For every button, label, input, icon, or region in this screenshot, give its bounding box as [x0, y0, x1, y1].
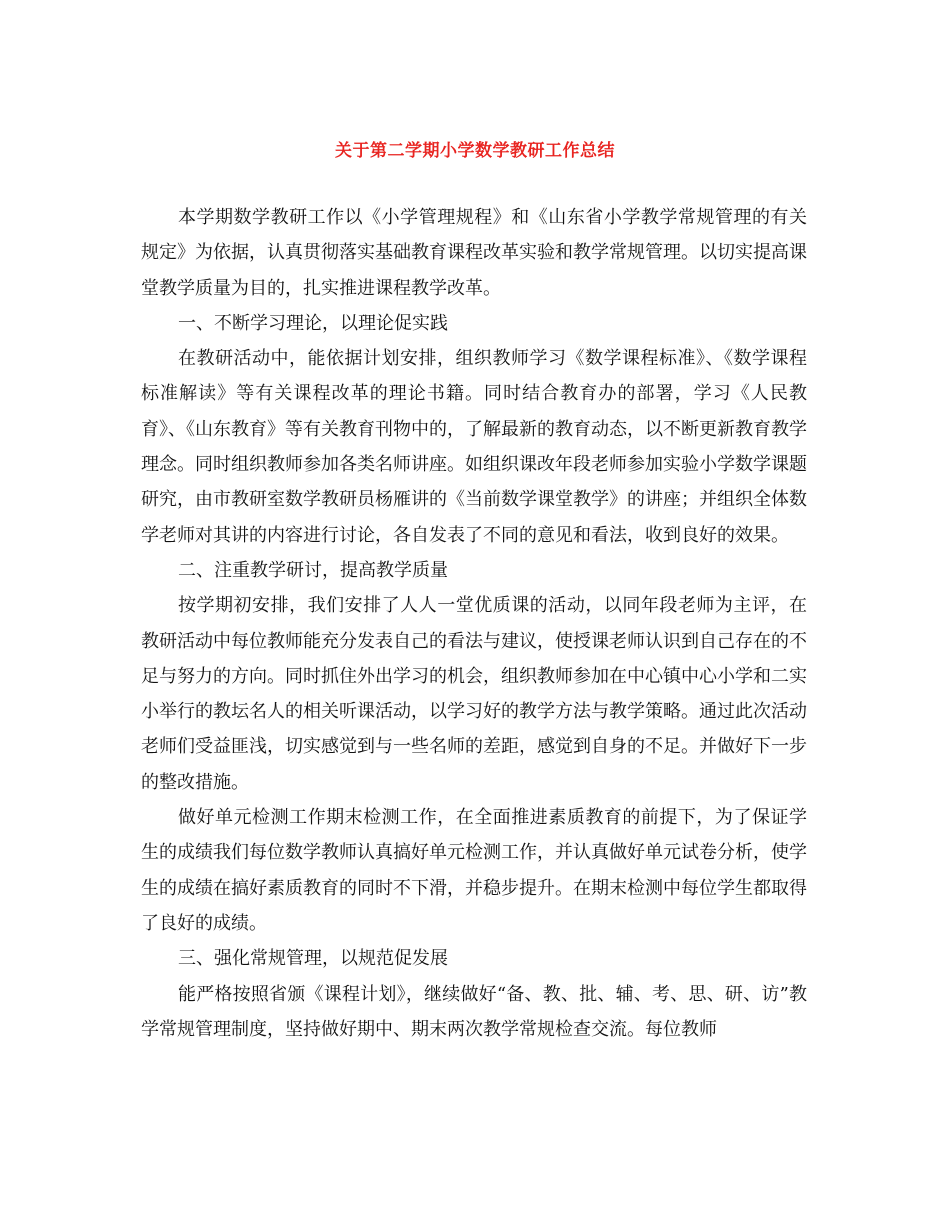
section-heading-1: 一、不断学习理论，以理论促实践 — [178, 312, 448, 334]
section-heading-3: 三、强化常规管理，以规范促发展 — [178, 948, 448, 970]
body-paragraph: 按学期初安排，我们安排了人人一堂优质课的活动，以同年段老师为主评，在教研活动中每位教师能充分发表自己的看法与建议，使授课老师认识到自己存在的不足与努力的方向。同时抓住外出学习的机会，组织教师参加在中心镇中心小学和二实小举行的教坛名人的相关听课活动，以学习好的教学方法与教学策略。通过此次活动老师们受益匪浅，切实感觉到与一些名师的差距，感觉到自身的不足。并做好下一步的整改措施。 — [141, 595, 807, 793]
body-paragraph: 在教研活动中，能依据计划安排，组织教师学习《数学课程标准》、《数学课程标准解读》等有关课程改革的理论书籍。同时结合教育办的部署，学习《人民教育》、《山东教育》等有关教育刊物中的，了解最新的教育动态，以不断更新教育教学理念。同时组织教师参加各类名师讲座。如组织课改年段老师参加实验小学数学课题研究，由市教研室数学教研员杨雁讲的《当前数学课堂教学》的讲座；并组织全体数学老师对其讲的内容进行讨论，各自发表了不同的意见和看法，收到良好的效果。 — [141, 348, 807, 546]
section-heading-2: 二、注重教学研讨，提高教学质量 — [178, 559, 448, 581]
body-paragraph: 做好单元检测工作期末检测工作，在全面推进素质教育的前提下，为了保证学生的成绩我们每位数学教师认真搞好单元检测工作，并认真做好单元试卷分析，使学生的成绩在搞好素质教育的同时不下滑，并稳步提升。在期末检测中每位学生都取得了良好的成绩。 — [141, 807, 807, 934]
intro-paragraph: 本学期数学教研工作以《小学管理规程》和《山东省小学教学常规管理的有关规定》为依据，认真贯彻落实基础教育课程改革实验和教学常规管理。以切实提高课堂教学质量为目的，扎实推进课程教学改革。 — [141, 207, 807, 299]
document-body — [141, 200, 807, 1047]
document-title: 关于第二学期小学数学教研工作总结 — [335, 141, 615, 161]
body-paragraph: 能严格按照省颁《课程计划》，继续做好“备、教、批、辅、考、思、研、访”教学常规管理制度，坚持做好期中、期末两次教学常规检查交流。每位教师 — [141, 983, 807, 1040]
